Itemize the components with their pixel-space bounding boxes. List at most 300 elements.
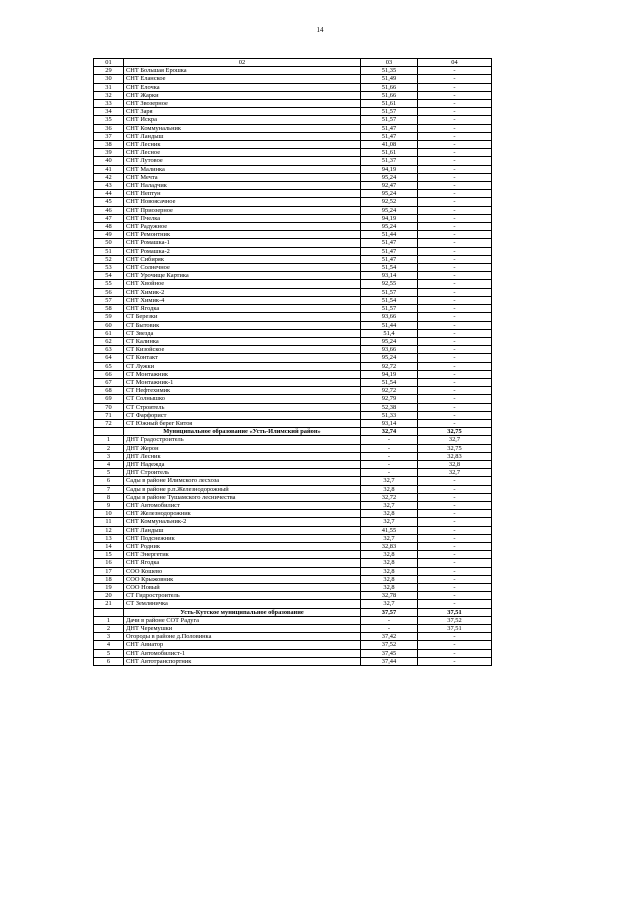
row-number <box>94 428 124 436</box>
row-value-04: - <box>418 272 492 280</box>
row-name: ДНТ Строитель <box>124 469 361 477</box>
row-value-04: - <box>418 542 492 550</box>
row-value-04: - <box>418 551 492 559</box>
row-number: 4 <box>94 460 124 468</box>
row-value-04: - <box>418 157 492 165</box>
table-row <box>94 616 492 624</box>
row-value-03: - <box>361 444 418 452</box>
row-number: 50 <box>94 239 124 247</box>
row-value-03: 51,49 <box>361 75 418 83</box>
row-number: 6 <box>94 477 124 485</box>
row-number: 69 <box>94 395 124 403</box>
row-name: СТ Бытовик <box>124 321 361 329</box>
tariff-table <box>93 58 492 666</box>
row-value-04: - <box>418 83 492 91</box>
row-value-04: - <box>418 485 492 493</box>
row-number: 66 <box>94 370 124 378</box>
table-row <box>94 493 492 501</box>
row-number: 3 <box>94 452 124 460</box>
row-name: Сады в районе Тушамского лесничества <box>124 493 361 501</box>
row-value-04: - <box>418 288 492 296</box>
row-number: 68 <box>94 387 124 395</box>
table-row <box>94 264 492 272</box>
row-value-04: - <box>418 419 492 427</box>
row-value-04: - <box>418 641 492 649</box>
row-number: 5 <box>94 469 124 477</box>
row-name: СНТ Родник <box>124 542 361 550</box>
row-value-04: - <box>418 633 492 641</box>
table-row <box>94 370 492 378</box>
row-name: СТ Земляничка <box>124 600 361 608</box>
row-value-03: 32,8 <box>361 551 418 559</box>
row-value-04: 32,75 <box>418 428 492 436</box>
table-row <box>94 272 492 280</box>
row-number: 64 <box>94 354 124 362</box>
table-row <box>94 91 492 99</box>
row-name: СНТ Звозерное <box>124 100 361 108</box>
row-name: СНТ Солнечное <box>124 264 361 272</box>
table-row <box>94 247 492 255</box>
row-name: СТ Строитель <box>124 403 361 411</box>
row-number: 2 <box>94 625 124 633</box>
table-row <box>94 460 492 468</box>
row-value-04: - <box>418 313 492 321</box>
row-value-03: 51,57 <box>361 305 418 313</box>
table-row <box>94 337 492 345</box>
row-number: 30 <box>94 75 124 83</box>
row-value-04: - <box>418 567 492 575</box>
row-value-04: - <box>418 141 492 149</box>
table-row <box>94 321 492 329</box>
row-number: 20 <box>94 592 124 600</box>
table-row <box>94 124 492 132</box>
row-value-04: - <box>418 124 492 132</box>
row-value-03: 51,47 <box>361 247 418 255</box>
row-value-04: - <box>418 592 492 600</box>
row-value-04: - <box>418 264 492 272</box>
row-value-04: - <box>418 346 492 354</box>
row-name: СНТ Автомобилист <box>124 501 361 509</box>
row-number: 18 <box>94 575 124 583</box>
row-name: СТ Кизойское <box>124 346 361 354</box>
row-number: 72 <box>94 419 124 427</box>
row-number: 21 <box>94 600 124 608</box>
row-name: СНТ Новоясачное <box>124 198 361 206</box>
table-row <box>94 288 492 296</box>
table-row <box>94 296 492 304</box>
row-value-03: 51,35 <box>361 67 418 75</box>
row-number: 60 <box>94 321 124 329</box>
row-name: СНТ Пчелка <box>124 214 361 222</box>
row-value-03: 37,42 <box>361 633 418 641</box>
row-value-04: - <box>418 477 492 485</box>
row-value-03: 94,19 <box>361 214 418 222</box>
row-name: СТ Монтажник-1 <box>124 378 361 386</box>
row-value-03: 51,44 <box>361 321 418 329</box>
row-name: СНТ Заря <box>124 108 361 116</box>
row-name: СТ Контакт <box>124 354 361 362</box>
row-value-03: 32,8 <box>361 575 418 583</box>
table-row <box>94 305 492 313</box>
row-name: СОО Крыжовник <box>124 575 361 583</box>
row-value-04: - <box>418 493 492 501</box>
row-value-03: 95,24 <box>361 223 418 231</box>
row-name: СНТ Лесник <box>124 141 361 149</box>
row-number: 1 <box>94 436 124 444</box>
row-number: 54 <box>94 272 124 280</box>
header-col-04: 04 <box>418 59 492 67</box>
row-number: 42 <box>94 173 124 181</box>
row-name: СНТ Коммунальник <box>124 124 361 132</box>
row-value-04: - <box>418 280 492 288</box>
row-value-03: 51,4 <box>361 329 418 337</box>
row-value-04: - <box>418 370 492 378</box>
row-value-03: 92,79 <box>361 395 418 403</box>
row-value-03: 92,55 <box>361 280 418 288</box>
header-col-01: 01 <box>94 59 124 67</box>
row-value-04: - <box>418 214 492 222</box>
table-row <box>94 444 492 452</box>
page-number: 14 <box>316 26 324 34</box>
row-value-03: 32,8 <box>361 559 418 567</box>
row-value-03: - <box>361 460 418 468</box>
row-value-04: - <box>418 198 492 206</box>
row-value-03: 51,61 <box>361 100 418 108</box>
row-number: 35 <box>94 116 124 124</box>
row-value-04: 32,75 <box>418 444 492 452</box>
row-number: 29 <box>94 67 124 75</box>
row-value-03: 51,47 <box>361 124 418 132</box>
row-name: СНТ Химик-2 <box>124 288 361 296</box>
row-value-03: 51,47 <box>361 255 418 263</box>
row-value-03: 51,47 <box>361 132 418 140</box>
row-value-03: - <box>361 469 418 477</box>
row-number: 59 <box>94 313 124 321</box>
row-number: 13 <box>94 534 124 542</box>
table-row <box>94 157 492 165</box>
row-value-04: 32,7 <box>418 436 492 444</box>
row-value-04: - <box>418 510 492 518</box>
row-value-04: 37,51 <box>418 625 492 633</box>
row-name: СНТ Автомобилист-1 <box>124 649 361 657</box>
row-number: 3 <box>94 633 124 641</box>
row-name: СТ Калинка <box>124 337 361 345</box>
row-value-03: 93,66 <box>361 346 418 354</box>
row-value-03: 94,19 <box>361 370 418 378</box>
row-number: 7 <box>94 485 124 493</box>
row-number: 34 <box>94 108 124 116</box>
row-value-03: 51,37 <box>361 157 418 165</box>
row-value-03: - <box>361 452 418 460</box>
table-row <box>94 485 492 493</box>
row-value-04: - <box>418 600 492 608</box>
table-row <box>94 501 492 509</box>
table-row <box>94 584 492 592</box>
row-name: СНТ Лутовое <box>124 157 361 165</box>
row-number: 46 <box>94 206 124 214</box>
row-value-03: 94,19 <box>361 165 418 173</box>
row-value-03: 32,83 <box>361 542 418 550</box>
row-name: Дачи в районе СОТ Радуга <box>124 616 361 624</box>
row-name: СНТ Малинка <box>124 165 361 173</box>
section-row <box>94 608 492 616</box>
row-name: СОО Новый <box>124 584 361 592</box>
row-value-03: 93,14 <box>361 272 418 280</box>
row-name: ДНТ Черемушки <box>124 625 361 633</box>
row-value-04: - <box>418 329 492 337</box>
row-name: СНТ Хвойное <box>124 280 361 288</box>
row-value-04: - <box>418 305 492 313</box>
row-name: СТ Нефтехимик <box>124 387 361 395</box>
table-row <box>94 419 492 427</box>
table-row <box>94 657 492 665</box>
row-number: 36 <box>94 124 124 132</box>
table-row <box>94 116 492 124</box>
row-name: СНТ Наладчик <box>124 182 361 190</box>
row-value-03: 32,7 <box>361 477 418 485</box>
row-value-03: 37,52 <box>361 641 418 649</box>
row-number: 2 <box>94 444 124 452</box>
row-value-04: - <box>418 255 492 263</box>
row-name: Усть-Кутское муниципальное образование <box>124 608 361 616</box>
row-value-03: 51,33 <box>361 411 418 419</box>
row-name: Муниципальное образование «Усть-Илимский район» <box>124 428 361 436</box>
row-number: 45 <box>94 198 124 206</box>
row-number: 52 <box>94 255 124 263</box>
row-number: 49 <box>94 231 124 239</box>
row-value-04: - <box>418 395 492 403</box>
row-number: 11 <box>94 518 124 526</box>
row-name: СТ Южный берег Китоя <box>124 419 361 427</box>
table-row <box>94 198 492 206</box>
row-name: СНТ Ландыш <box>124 526 361 534</box>
table-row <box>94 469 492 477</box>
table-row <box>94 313 492 321</box>
row-value-04: - <box>418 518 492 526</box>
row-name: СНТ Ромашка-2 <box>124 247 361 255</box>
row-number: 56 <box>94 288 124 296</box>
table-row <box>94 132 492 140</box>
table-row <box>94 75 492 83</box>
row-value-03: 51,57 <box>361 116 418 124</box>
row-name: СТ Монтажник <box>124 370 361 378</box>
row-value-03: 92,47 <box>361 182 418 190</box>
table-row <box>94 255 492 263</box>
table-row <box>94 395 492 403</box>
table-row <box>94 280 492 288</box>
row-name: Сады в районе р.п.Железнодорожный <box>124 485 361 493</box>
row-number: 17 <box>94 567 124 575</box>
row-number: 44 <box>94 190 124 198</box>
row-number: 12 <box>94 526 124 534</box>
row-value-03: 51,44 <box>361 231 418 239</box>
row-value-04: - <box>418 657 492 665</box>
row-value-03: 93,66 <box>361 313 418 321</box>
row-name: СНТ Ландыш <box>124 132 361 140</box>
row-number: 53 <box>94 264 124 272</box>
row-number: 63 <box>94 346 124 354</box>
table-row <box>94 67 492 75</box>
row-name: СНТ Искра <box>124 116 361 124</box>
row-number: 40 <box>94 157 124 165</box>
row-number: 32 <box>94 91 124 99</box>
row-value-04: - <box>418 584 492 592</box>
row-value-03: 51,57 <box>361 108 418 116</box>
row-value-04: - <box>418 296 492 304</box>
row-value-03: 32,8 <box>361 510 418 518</box>
table-row <box>94 206 492 214</box>
table-row <box>94 239 492 247</box>
row-name: СТ Лужки <box>124 362 361 370</box>
row-number: 47 <box>94 214 124 222</box>
row-value-04: - <box>418 100 492 108</box>
row-name: ДНТ Лесник <box>124 452 361 460</box>
row-name: Сады в районе Илимского лесхоза <box>124 477 361 485</box>
row-name: СНТ Урочище Картика <box>124 272 361 280</box>
row-value-04: - <box>418 575 492 583</box>
table-row <box>94 452 492 460</box>
table-row <box>94 436 492 444</box>
row-value-03: 92,72 <box>361 362 418 370</box>
row-name: ДНТ Надежда <box>124 460 361 468</box>
row-value-03: 32,8 <box>361 567 418 575</box>
row-name: СНТ Автотранспортник <box>124 657 361 665</box>
row-value-03: 32,72 <box>361 493 418 501</box>
table-row <box>94 173 492 181</box>
row-number: 62 <box>94 337 124 345</box>
row-value-03: 52,38 <box>361 403 418 411</box>
row-value-03: 51,54 <box>361 296 418 304</box>
row-number: 43 <box>94 182 124 190</box>
row-name: СНТ Приозерное <box>124 206 361 214</box>
row-value-04: - <box>418 182 492 190</box>
row-number: 5 <box>94 649 124 657</box>
row-value-03: 41,55 <box>361 526 418 534</box>
row-value-03: 51,47 <box>361 239 418 247</box>
row-value-04: - <box>418 149 492 157</box>
row-value-04: - <box>418 116 492 124</box>
row-number: 33 <box>94 100 124 108</box>
row-value-04: - <box>418 403 492 411</box>
row-name: СНТ Мечта <box>124 173 361 181</box>
row-value-04: - <box>418 132 492 140</box>
table-row <box>94 559 492 567</box>
table-header-row <box>94 59 492 67</box>
table-row <box>94 165 492 173</box>
row-number: 61 <box>94 329 124 337</box>
table-row <box>94 100 492 108</box>
row-value-03: 51,66 <box>361 83 418 91</box>
row-value-04: - <box>418 75 492 83</box>
row-value-04: - <box>418 223 492 231</box>
table-row <box>94 534 492 542</box>
row-value-04: - <box>418 378 492 386</box>
row-name: СНТ Еланское <box>124 75 361 83</box>
row-name: СТ Солнышко <box>124 395 361 403</box>
table-row <box>94 214 492 222</box>
row-number: 55 <box>94 280 124 288</box>
row-value-04: - <box>418 206 492 214</box>
row-name: СНТ Радужное <box>124 223 361 231</box>
row-name: СНТ Железнодорожник <box>124 510 361 518</box>
row-name: Огороды в районе д.Половинка <box>124 633 361 641</box>
row-value-03: 93,14 <box>361 419 418 427</box>
row-name: СНТ Коммунальник-2 <box>124 518 361 526</box>
table-row <box>94 575 492 583</box>
table-row <box>94 182 492 190</box>
row-value-04: - <box>418 337 492 345</box>
row-number: 70 <box>94 403 124 411</box>
table-row <box>94 149 492 157</box>
row-value-03: 95,24 <box>361 337 418 345</box>
row-value-03: 51,54 <box>361 264 418 272</box>
row-name: СНТ Энергетик <box>124 551 361 559</box>
row-value-03: 32,7 <box>361 600 418 608</box>
row-value-04: 32,7 <box>418 469 492 477</box>
row-number: 10 <box>94 510 124 518</box>
table-row <box>94 510 492 518</box>
row-value-03: - <box>361 625 418 633</box>
row-value-04: 32,8 <box>418 460 492 468</box>
table-row <box>94 231 492 239</box>
table-row <box>94 108 492 116</box>
row-value-03: - <box>361 616 418 624</box>
row-name: СНТ Сибиряк <box>124 255 361 263</box>
row-number: 6 <box>94 657 124 665</box>
row-number: 57 <box>94 296 124 304</box>
row-value-04: - <box>418 247 492 255</box>
table-row <box>94 526 492 534</box>
row-number: 16 <box>94 559 124 567</box>
row-name: СНТ Ремонтник <box>124 231 361 239</box>
row-value-04: - <box>418 321 492 329</box>
section-row <box>94 428 492 436</box>
header-col-02: 02 <box>124 59 361 67</box>
row-name: СОО Кошево <box>124 567 361 575</box>
row-number: 41 <box>94 165 124 173</box>
row-value-03: 37,44 <box>361 657 418 665</box>
header-col-03: 03 <box>361 59 418 67</box>
row-name: СТ Фарфорист <box>124 411 361 419</box>
table-row <box>94 649 492 657</box>
row-value-04: - <box>418 501 492 509</box>
row-value-04: - <box>418 91 492 99</box>
row-value-03: 51,54 <box>361 378 418 386</box>
row-number: 9 <box>94 501 124 509</box>
row-value-03: 51,61 <box>361 149 418 157</box>
table-row <box>94 329 492 337</box>
row-name: СНТ Ромашка-1 <box>124 239 361 247</box>
row-name: СТ Звезда <box>124 329 361 337</box>
row-value-04: - <box>418 67 492 75</box>
row-value-04: - <box>418 173 492 181</box>
row-name: ДНТ Градостроитель <box>124 436 361 444</box>
table-row <box>94 633 492 641</box>
row-number: 39 <box>94 149 124 157</box>
row-value-03: 37,57 <box>361 608 418 616</box>
row-value-04: 37,52 <box>418 616 492 624</box>
row-value-04: - <box>418 534 492 542</box>
row-number: 37 <box>94 132 124 140</box>
row-value-03: 32,7 <box>361 518 418 526</box>
table-row <box>94 346 492 354</box>
table-row <box>94 378 492 386</box>
row-value-03: 32,74 <box>361 428 418 436</box>
row-number: 15 <box>94 551 124 559</box>
table-row <box>94 518 492 526</box>
row-value-03: 32,78 <box>361 592 418 600</box>
row-value-03: 92,52 <box>361 198 418 206</box>
